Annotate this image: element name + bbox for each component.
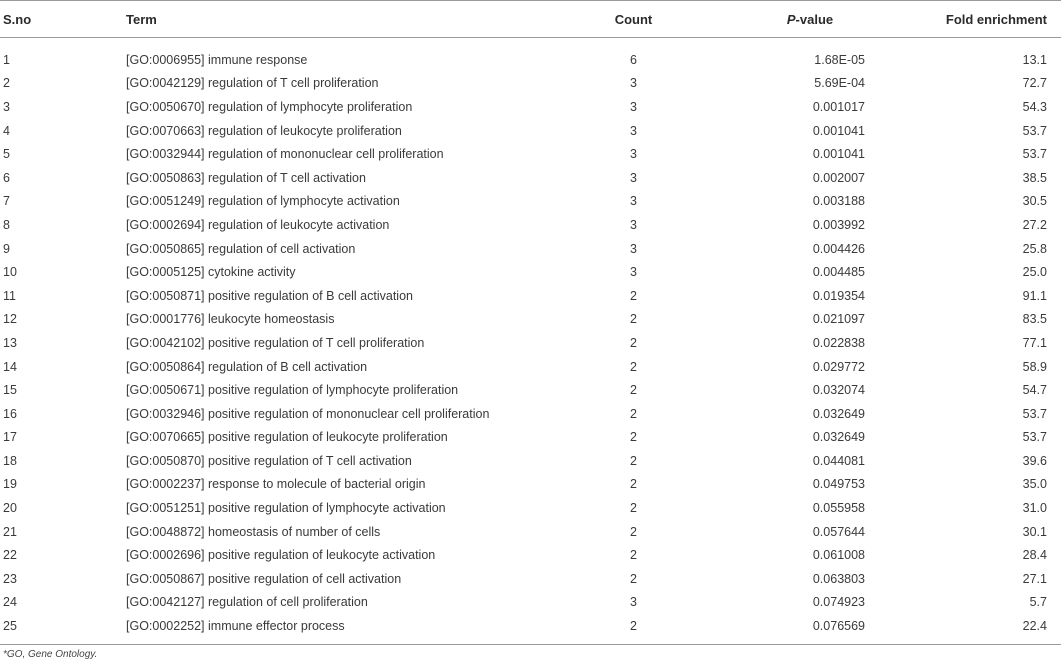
cell-fold-enrichment: 53.7: [1022, 123, 1047, 138]
cell-count: 3: [630, 147, 637, 162]
cell-term: [GO:0070663] regulation of leukocyte proliferation: [126, 123, 402, 138]
cell-count: 3: [630, 76, 637, 91]
table-row: [0, 72, 1061, 96]
cell-pvalue: 0.032074: [812, 383, 865, 398]
table-row: [0, 166, 1061, 190]
cell-fold-enrichment: 53.7: [1022, 147, 1047, 162]
cell-sno: 21: [3, 524, 17, 539]
cell-count: 2: [630, 571, 637, 586]
cell-fold-enrichment: 72.7: [1022, 76, 1047, 91]
cell-count: 3: [630, 265, 637, 280]
table-header: [0, 1, 1061, 38]
cell-count: 3: [630, 123, 637, 138]
cell-count: 3: [630, 217, 637, 232]
cell-fold-enrichment: 30.5: [1022, 194, 1047, 209]
cell-pvalue: 5.69E-04: [814, 76, 865, 91]
cell-sno: 16: [3, 406, 17, 421]
cell-pvalue: 0.003188: [812, 194, 865, 209]
cell-term: [GO:0002694] regulation of leukocyte activation: [126, 217, 390, 232]
cell-sno: 23: [3, 571, 17, 586]
cell-fold-enrichment: 53.7: [1022, 430, 1047, 445]
cell-term: [GO:0051249] regulation of lymphocyte activation: [126, 194, 400, 209]
cell-sno: 18: [3, 453, 17, 468]
cell-sno: 20: [3, 501, 17, 516]
cell-sno: 25: [3, 619, 17, 634]
cell-count: 2: [630, 312, 637, 327]
cell-pvalue: 0.003992: [812, 217, 865, 232]
cell-count: 6: [630, 52, 637, 67]
cell-pvalue: 0.074923: [812, 595, 865, 610]
cell-fold-enrichment: 22.4: [1022, 619, 1047, 634]
cell-fold-enrichment: 38.5: [1022, 170, 1047, 185]
header-count: Count: [614, 11, 653, 27]
cell-fold-enrichment: 83.5: [1022, 312, 1047, 327]
table-row: [0, 426, 1061, 450]
cell-pvalue: 0.021097: [812, 312, 865, 327]
cell-count: 2: [630, 477, 637, 492]
cell-term: [GO:0001776] leukocyte homeostasis: [126, 312, 335, 327]
cell-fold-enrichment: 54.7: [1022, 383, 1047, 398]
cell-count: 3: [630, 241, 637, 256]
cell-fold-enrichment: 54.3: [1022, 99, 1047, 114]
cell-sno: 11: [3, 288, 16, 303]
cell-term: [GO:0032946] positive regulation of mononuclear cell proliferation: [126, 406, 490, 421]
cell-pvalue: 0.032649: [812, 430, 865, 445]
table-row: [0, 119, 1061, 143]
cell-count: 3: [630, 99, 637, 114]
cell-pvalue: 0.001041: [812, 123, 865, 138]
cell-count: 2: [630, 288, 637, 303]
header-pvalue-prefix: P: [786, 11, 796, 27]
cell-pvalue: 0.061008: [812, 548, 865, 563]
table-row: [0, 284, 1061, 308]
header-term: Term: [126, 11, 157, 27]
cell-term: [GO:0050670] regulation of lymphocyte proliferation: [126, 99, 413, 114]
table-body: [0, 38, 1061, 645]
cell-count: 2: [630, 548, 637, 563]
cell-term: [GO:0002252] immune effector process: [126, 619, 345, 634]
cell-sno: 13: [3, 335, 17, 350]
table-row: [0, 237, 1061, 261]
cell-pvalue: 0.032649: [812, 406, 865, 421]
cell-term: [GO:0070665] positive regulation of leukocyte proliferation: [126, 430, 448, 445]
cell-term: [GO:0050863] regulation of T cell activation: [126, 170, 366, 185]
cell-fold-enrichment: 58.9: [1022, 359, 1047, 374]
cell-term: [GO:0050864] regulation of B cell activation: [126, 359, 368, 374]
cell-fold-enrichment: 13.1: [1022, 52, 1047, 67]
table-row: [0, 355, 1061, 379]
cell-sno: 15: [3, 383, 17, 398]
table-row: [0, 260, 1061, 284]
table-row: [0, 614, 1061, 644]
cell-sno: 22: [3, 548, 17, 563]
cell-sno: 2: [3, 76, 10, 91]
cell-term: [GO:0002696] positive regulation of leukocyte activation: [126, 548, 436, 563]
cell-fold-enrichment: 25.8: [1022, 241, 1047, 256]
table-row: [0, 402, 1061, 426]
table-footnote: *GO, Gene Ontology.: [3, 649, 98, 660]
cell-sno: 19: [3, 477, 17, 492]
table-row: [0, 331, 1061, 355]
cell-fold-enrichment: 28.4: [1022, 548, 1047, 563]
header-fold-enrichment: Fold enrichment: [945, 11, 1047, 27]
cell-count: 2: [630, 524, 637, 539]
cell-sno: 9: [3, 241, 10, 256]
header-row: [0, 1, 1061, 38]
cell-term: [GO:0048872] homeostasis of number of cells: [126, 524, 381, 539]
table-row: [0, 496, 1061, 520]
cell-fold-enrichment: 91.1: [1022, 288, 1047, 303]
cell-fold-enrichment: 27.2: [1022, 217, 1047, 232]
cell-sno: 7: [3, 194, 10, 209]
cell-term: [GO:0042102] positive regulation of T cell proliferation: [126, 335, 425, 350]
cell-sno: 14: [3, 359, 17, 374]
cell-count: 2: [630, 359, 637, 374]
cell-fold-enrichment: 53.7: [1022, 406, 1047, 421]
table-row: [0, 520, 1061, 544]
cell-pvalue: 0.002007: [812, 170, 865, 185]
cell-count: 2: [630, 406, 637, 421]
cell-count: 2: [630, 383, 637, 398]
cell-sno: 5: [3, 147, 10, 162]
cell-sno: 6: [3, 170, 10, 185]
cell-term: [GO:0050865] regulation of cell activation: [126, 241, 356, 256]
cell-pvalue: 0.022838: [812, 335, 865, 350]
header-pvalue-suffix: -value: [795, 11, 834, 27]
table-row: [0, 449, 1061, 473]
cell-pvalue: 0.063803: [812, 571, 865, 586]
cell-term: [GO:0042129] regulation of T cell proliferation: [126, 76, 379, 91]
cell-sno: 17: [3, 430, 17, 445]
cell-fold-enrichment: 25.0: [1022, 265, 1047, 280]
cell-count: 3: [630, 170, 637, 185]
cell-term: [GO:0005125] cytokine activity: [126, 265, 296, 280]
cell-term: [GO:0050871] positive regulation of B cell activation: [126, 288, 413, 303]
cell-sno: 1: [3, 52, 10, 67]
cell-term: [GO:0050870] positive regulation of T cell activation: [126, 453, 412, 468]
cell-pvalue: 1.68E-05: [814, 52, 865, 67]
cell-fold-enrichment: 5.7: [1029, 595, 1047, 610]
cell-count: 2: [630, 501, 637, 516]
cell-sno: 3: [3, 99, 10, 114]
cell-pvalue: 0.004485: [812, 265, 865, 280]
cell-fold-enrichment: 27.1: [1022, 571, 1047, 586]
cell-term: [GO:0006955] immune response: [126, 52, 308, 67]
cell-pvalue: 0.076569: [812, 619, 865, 634]
cell-pvalue: 0.057644: [812, 524, 865, 539]
cell-sno: 24: [3, 595, 17, 610]
table-row: [0, 38, 1061, 72]
cell-count: 2: [630, 335, 637, 350]
cell-pvalue: 0.004426: [812, 241, 865, 256]
cell-count: 3: [630, 194, 637, 209]
cell-fold-enrichment: 31.0: [1022, 501, 1047, 516]
table-row: [0, 213, 1061, 237]
cell-pvalue: 0.049753: [812, 477, 865, 492]
cell-fold-enrichment: 77.1: [1022, 335, 1047, 350]
table-row: [0, 308, 1061, 332]
cell-sno: 8: [3, 217, 10, 232]
cell-sno: 4: [3, 123, 10, 138]
cell-pvalue: 0.019354: [812, 288, 865, 303]
table-row: [0, 543, 1061, 567]
cell-sno: 12: [3, 312, 17, 327]
cell-pvalue: 0.001041: [812, 147, 865, 162]
cell-fold-enrichment: 35.0: [1022, 477, 1047, 492]
cell-term: [GO:0032944] regulation of mononuclear cell proliferation: [126, 147, 444, 162]
cell-count: 2: [630, 619, 637, 634]
cell-count: 3: [630, 595, 637, 610]
cell-pvalue: 0.029772: [812, 359, 865, 374]
cell-term: [GO:0042127] regulation of cell proliferation: [126, 595, 368, 610]
table-row: [0, 591, 1061, 615]
table-row: [0, 473, 1061, 497]
cell-term: [GO:0050671] positive regulation of lymphocyte proliferation: [126, 383, 459, 398]
cell-pvalue: 0.055958: [812, 501, 865, 516]
table-row: [0, 95, 1061, 119]
header-pvalue: [721, 1, 869, 38]
table-row: [0, 190, 1061, 214]
table-row: [0, 142, 1061, 166]
cell-pvalue: 0.001017: [812, 99, 865, 114]
cell-count: 2: [630, 453, 637, 468]
cell-fold-enrichment: 39.6: [1022, 453, 1047, 468]
table-row: [0, 378, 1061, 402]
cell-term: [GO:0051251] positive regulation of lymphocyte activation: [126, 501, 446, 516]
cell-term: [GO:0002237] response to molecule of bacterial origin: [126, 477, 426, 492]
cell-fold-enrichment: 30.1: [1022, 524, 1047, 539]
cell-pvalue: 0.044081: [812, 453, 865, 468]
table-row: [0, 567, 1061, 591]
cell-count: 2: [630, 430, 637, 445]
header-sno: S.no: [3, 11, 32, 27]
cell-sno: 10: [3, 265, 17, 280]
cell-term: [GO:0050867] positive regulation of cell activation: [126, 571, 402, 586]
